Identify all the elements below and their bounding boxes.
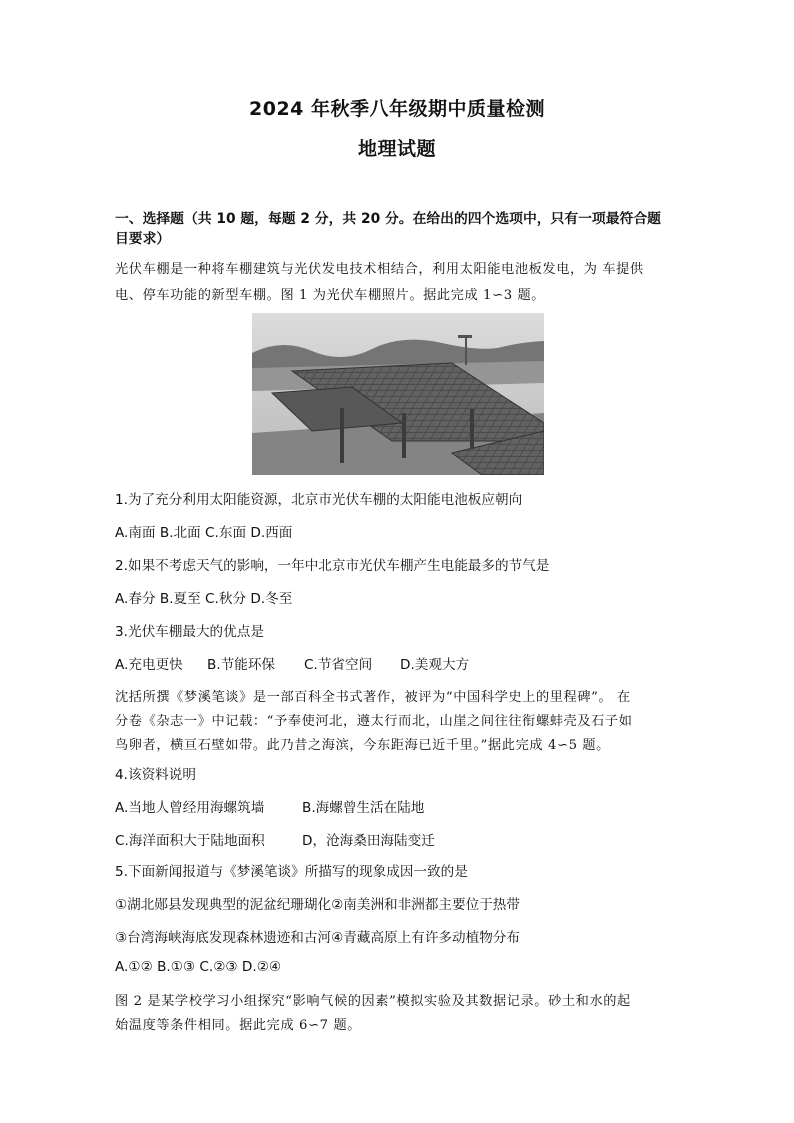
q3-option-d: D.美观大方	[400, 657, 470, 673]
q4-options-row2	[115, 829, 695, 849]
q4-stem: 4.该资料说明	[115, 767, 196, 783]
q4-options-row1	[115, 796, 695, 816]
passage3-line2: 始温度等条件相同。据此完成 6∽7 题。	[115, 1018, 362, 1033]
passage2-line2: 分卷《杂志一》中记载：“予奉使河北，遵太行而北，山崖之间往往衔螺蚌壳及石子如	[115, 714, 633, 729]
passage2-line3: 鸟卵者，横亘石壁如带。此乃昔之海滨，今东距海已近千里。”据此完成 4∽5 题。	[115, 738, 610, 753]
figure1-photo	[252, 313, 544, 475]
q5-options: A.①② B.①③ C.②③ D.②④	[115, 959, 282, 975]
q3-option-c: C.节省空间	[304, 657, 373, 673]
section-heading-line2: 目要求）	[115, 231, 171, 247]
passage3-line1: 图 2 是某学校学习小组探究“影响气候的因素”模拟实验及其数据记录。砂土和水的起	[115, 994, 631, 1009]
q3-option-a: A.充电更快	[115, 657, 183, 673]
q1-stem: 1.为了充分利用太阳能资源，北京市光伏车棚的太阳能电池板应朝向	[115, 492, 523, 508]
q4-option-a: A.当地人曾经用海螺筑墙	[115, 800, 265, 816]
passage2-line1: 沈括所撰《梦溪笔谈》是一部百科全书式著作，被评为“中国科学史上的里程碑”。 在	[115, 690, 631, 705]
q3-stem: 3.光伏车棚最大的优点是	[115, 624, 264, 640]
q3-options	[115, 653, 695, 673]
section-heading-line1: 一、选择题（共 10 题，每题 2 分，共 20 分。在给出的四个选项中，只有一项最符合题	[115, 211, 661, 227]
exam-subtitle: 地理试题	[357, 138, 436, 160]
q1-options: A.南面 B.北面 C.东面 D.西面	[115, 525, 293, 541]
q5-item-line2: ③台湾海峡海底发现森林遗迹和古河④青藏高原上有许多动植物分布	[115, 930, 520, 946]
q5-item-line1: ①湖北郧县发现典型的泥盆纪珊瑚化②南美洲和非洲都主要位于热带	[115, 897, 520, 913]
q4-option-d: D，沧海桑田海陆变迁	[302, 833, 435, 849]
solar-carport-photo-image	[252, 313, 544, 475]
passage1-line2: 电、停车功能的新型车棚。图 1 为光伏车棚照片。据此完成 1∽3 题。	[115, 288, 546, 303]
q4-option-b: B.海螺曾生活在陆地	[302, 800, 425, 816]
q3-option-b: B.节能环保	[207, 657, 276, 673]
q4-option-c: C.海洋面积大于陆地面积	[115, 833, 265, 849]
q2-stem: 2.如果不考虑天气的影响，一年中北京市光伏车棚产生电能最多的节气是	[115, 558, 550, 574]
q2-options: A.春分 B.夏至 C.秋分 D.冬至	[115, 591, 293, 607]
exam-title: 2024 年秋季八年级期中质量检测	[249, 98, 545, 120]
q5-stem: 5.下面新闻报道与《梦溪笔谈》所描写的现象成因一致的是	[115, 864, 468, 880]
passage1-line1: 光伏车棚是一种将车棚建筑与光伏发电技术相结合，利用太阳能电池板发电，为 车提供	[115, 262, 644, 277]
